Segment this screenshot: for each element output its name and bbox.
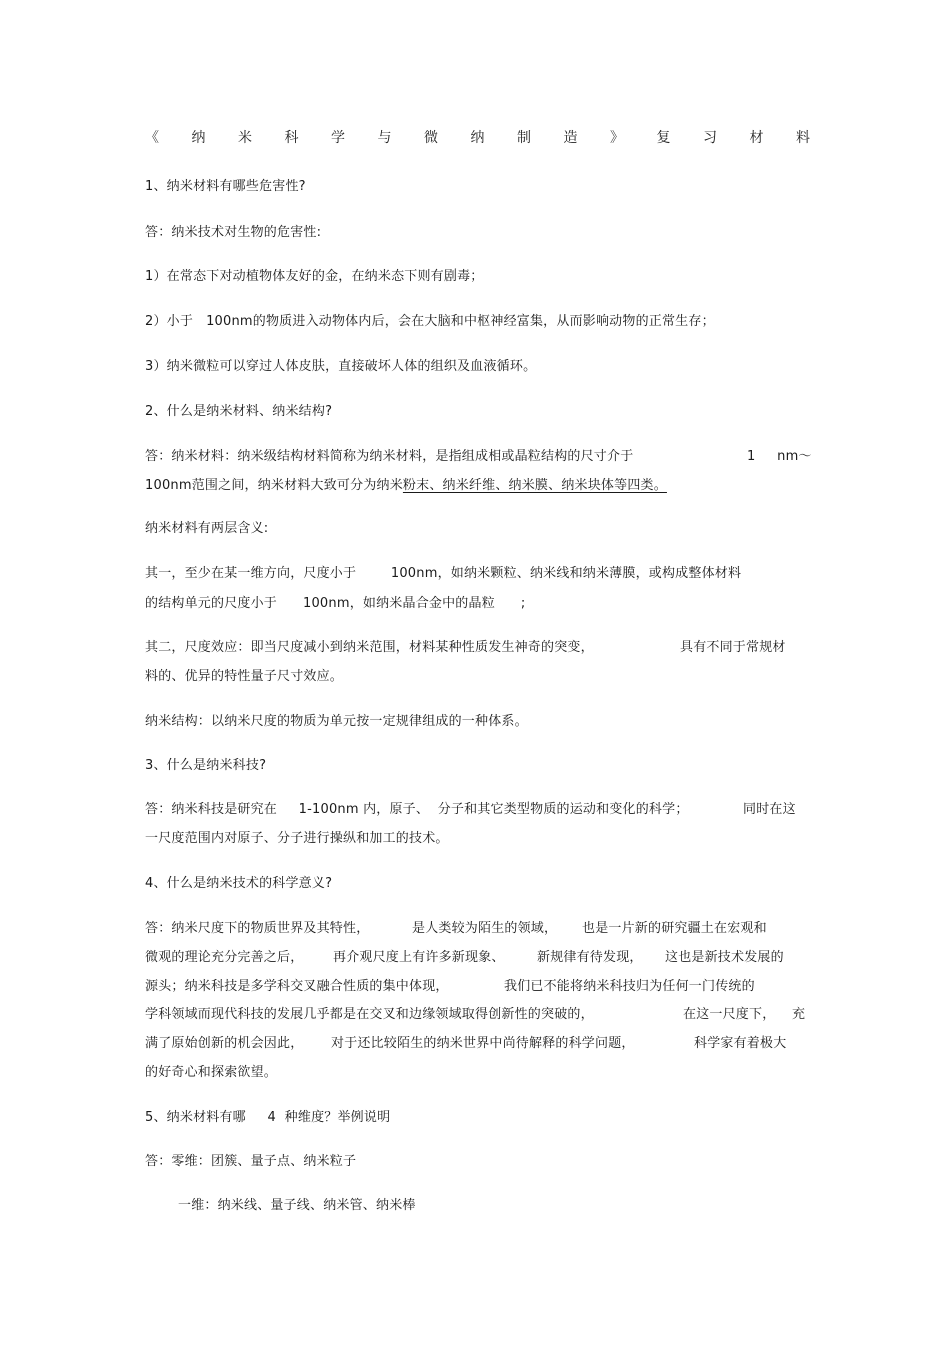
q5-zero-dim: 答：零维：团簇、量子点、纳米粒子 xyxy=(145,1154,357,1169)
q2-meaning1-line2: 的结构单元的尺度小于 100nm，如纳米晶合金中的晶粒 ; xyxy=(145,596,526,611)
title-char: 《 xyxy=(145,130,159,146)
q5-question: 5、纳米材料有哪 4 种维度？举例说明 xyxy=(145,1110,391,1125)
q5-one-dim: 一维：纳米线、量子线、纳米管、纳米棒 xyxy=(178,1198,416,1213)
q2-answer-line1: 答：纳米材料：纳米级结构材料简称为纳米材料，是指组成相或晶粒结构的尺寸介于 xyxy=(145,449,634,464)
q1-point-3: 3）纳米微粒可以穿过人体皮肤，直接破坏人体的组织及血液循环。 xyxy=(145,359,537,374)
q2-two-meanings: 纳米材料有两层含义: xyxy=(145,521,269,536)
q1-point-1: 1）在常态下对动植物体友好的金，在纳米态下则有剧毒； xyxy=(145,269,484,284)
q2-meaning2-line1: 其二，尺度效应：即当尺度减小到纳米范围，材料某种性质发生神奇的突变， xyxy=(145,640,594,655)
document-title xyxy=(145,128,810,148)
q1-point-2: 2）小于 100nm的物质进入动物体内后，会在大脑和中枢神经富集，从而影响动物的正常生存； xyxy=(145,314,715,329)
q4-line5-b: 对于还比较陌生的纳米世界中尚待解释的科学问题， xyxy=(331,1036,635,1051)
q4-question: 4、什么是纳米技术的科学意义? xyxy=(145,876,333,891)
q2-answer-line2 xyxy=(145,477,684,495)
q2-answer-line2-underlined: 粉末、纳米纤维、纳米膜、纳米块体等四类。 xyxy=(402,478,667,493)
title-char: 科 xyxy=(284,130,299,146)
title-char: 复 xyxy=(656,130,671,146)
q4-line2-d: 这也是新技术发展的 xyxy=(665,950,784,965)
title-char: 料 xyxy=(796,130,810,146)
title-char: 制 xyxy=(517,130,531,146)
title-char: 习 xyxy=(703,130,717,146)
title-char: 与 xyxy=(377,130,392,146)
q2-answer-line2-text: 100nm范围之间，纳米材料大致可分为纳米 xyxy=(145,478,403,493)
q4-line1-b: 是人类较为陌生的领域， xyxy=(412,921,558,936)
q3-question: 3、什么是纳米科技? xyxy=(145,758,267,773)
q4-line2-c: 新规律有待发现， xyxy=(537,950,643,965)
q4-line2-a: 微观的理论充分完善之后， xyxy=(145,950,304,965)
q2-structure: 纳米结构：以纳米尺度的物质为单元按一定规律组成的一种体系。 xyxy=(145,714,528,729)
title-char: 材 xyxy=(749,130,764,146)
q4-line6: 的好奇心和探索欲望。 xyxy=(145,1065,278,1080)
title-char: 造 xyxy=(563,130,578,146)
title-char: 》 xyxy=(610,130,624,146)
q4-line3-a: 源头；纳米科技是多学科交叉融合性质的集中体现， xyxy=(145,979,449,994)
q4-line5-a: 满了原始创新的机会因此， xyxy=(145,1036,304,1051)
title-char: 学 xyxy=(331,130,345,146)
q4-line5-c: 科学家有着极大 xyxy=(694,1036,787,1051)
q2-meaning1-line1: 其一，至少在某一维方向，尺度小于 100nm，如纳米颗粒、纳米线和纳米薄膜，或构成整体材料 xyxy=(145,566,742,581)
q2-meaning2-line2: 料的、优异的特性量子尺寸效应。 xyxy=(145,669,344,684)
q3-answer-line1-end: 同时在这 xyxy=(743,802,796,817)
q2-answer-range: 1 nm～ xyxy=(747,449,812,464)
q1-question: 1、纳米材料有哪些危害性? xyxy=(145,179,306,194)
q4-line4-c: 充 xyxy=(792,1007,806,1022)
q2-question: 2、什么是纳米材料、纳米结构? xyxy=(145,404,333,419)
q4-line3-b: 我们已不能将纳米科技归为任何一门传统的 xyxy=(504,979,755,994)
q3-answer-line2: 一尺度范围内对原子、分子进行操纵和加工的技术。 xyxy=(145,831,449,846)
q2-meaning2-line1-end: 具有不同于常规材 xyxy=(680,640,786,655)
title-char: 微 xyxy=(424,130,438,146)
q4-line2-b: 再介观尺度上有许多新现象、 xyxy=(333,950,505,965)
title-char: 米 xyxy=(238,130,252,146)
q4-line1-a: 答：纳米尺度下的物质世界及其特性， xyxy=(145,921,370,936)
q1-answer-intro: 答：纳米技术对生物的危害性: xyxy=(145,225,322,240)
title-char: 纳 xyxy=(470,130,485,146)
q4-line1-c: 也是一片新的研究疆土在宏观和 xyxy=(582,921,767,936)
title-char: 纳 xyxy=(191,130,206,146)
q4-line4-b: 在这一尺度下， xyxy=(683,1007,776,1022)
q4-line4-a: 学科领域而现代科技的发展几乎都是在交叉和边缘领域取得创新性的突破的， xyxy=(145,1007,594,1022)
q3-answer-line1: 答：纳米科技是研究在 1-100nm 内，原子、 分子和其它类型物质的运动和变化的科学； xyxy=(145,802,689,817)
